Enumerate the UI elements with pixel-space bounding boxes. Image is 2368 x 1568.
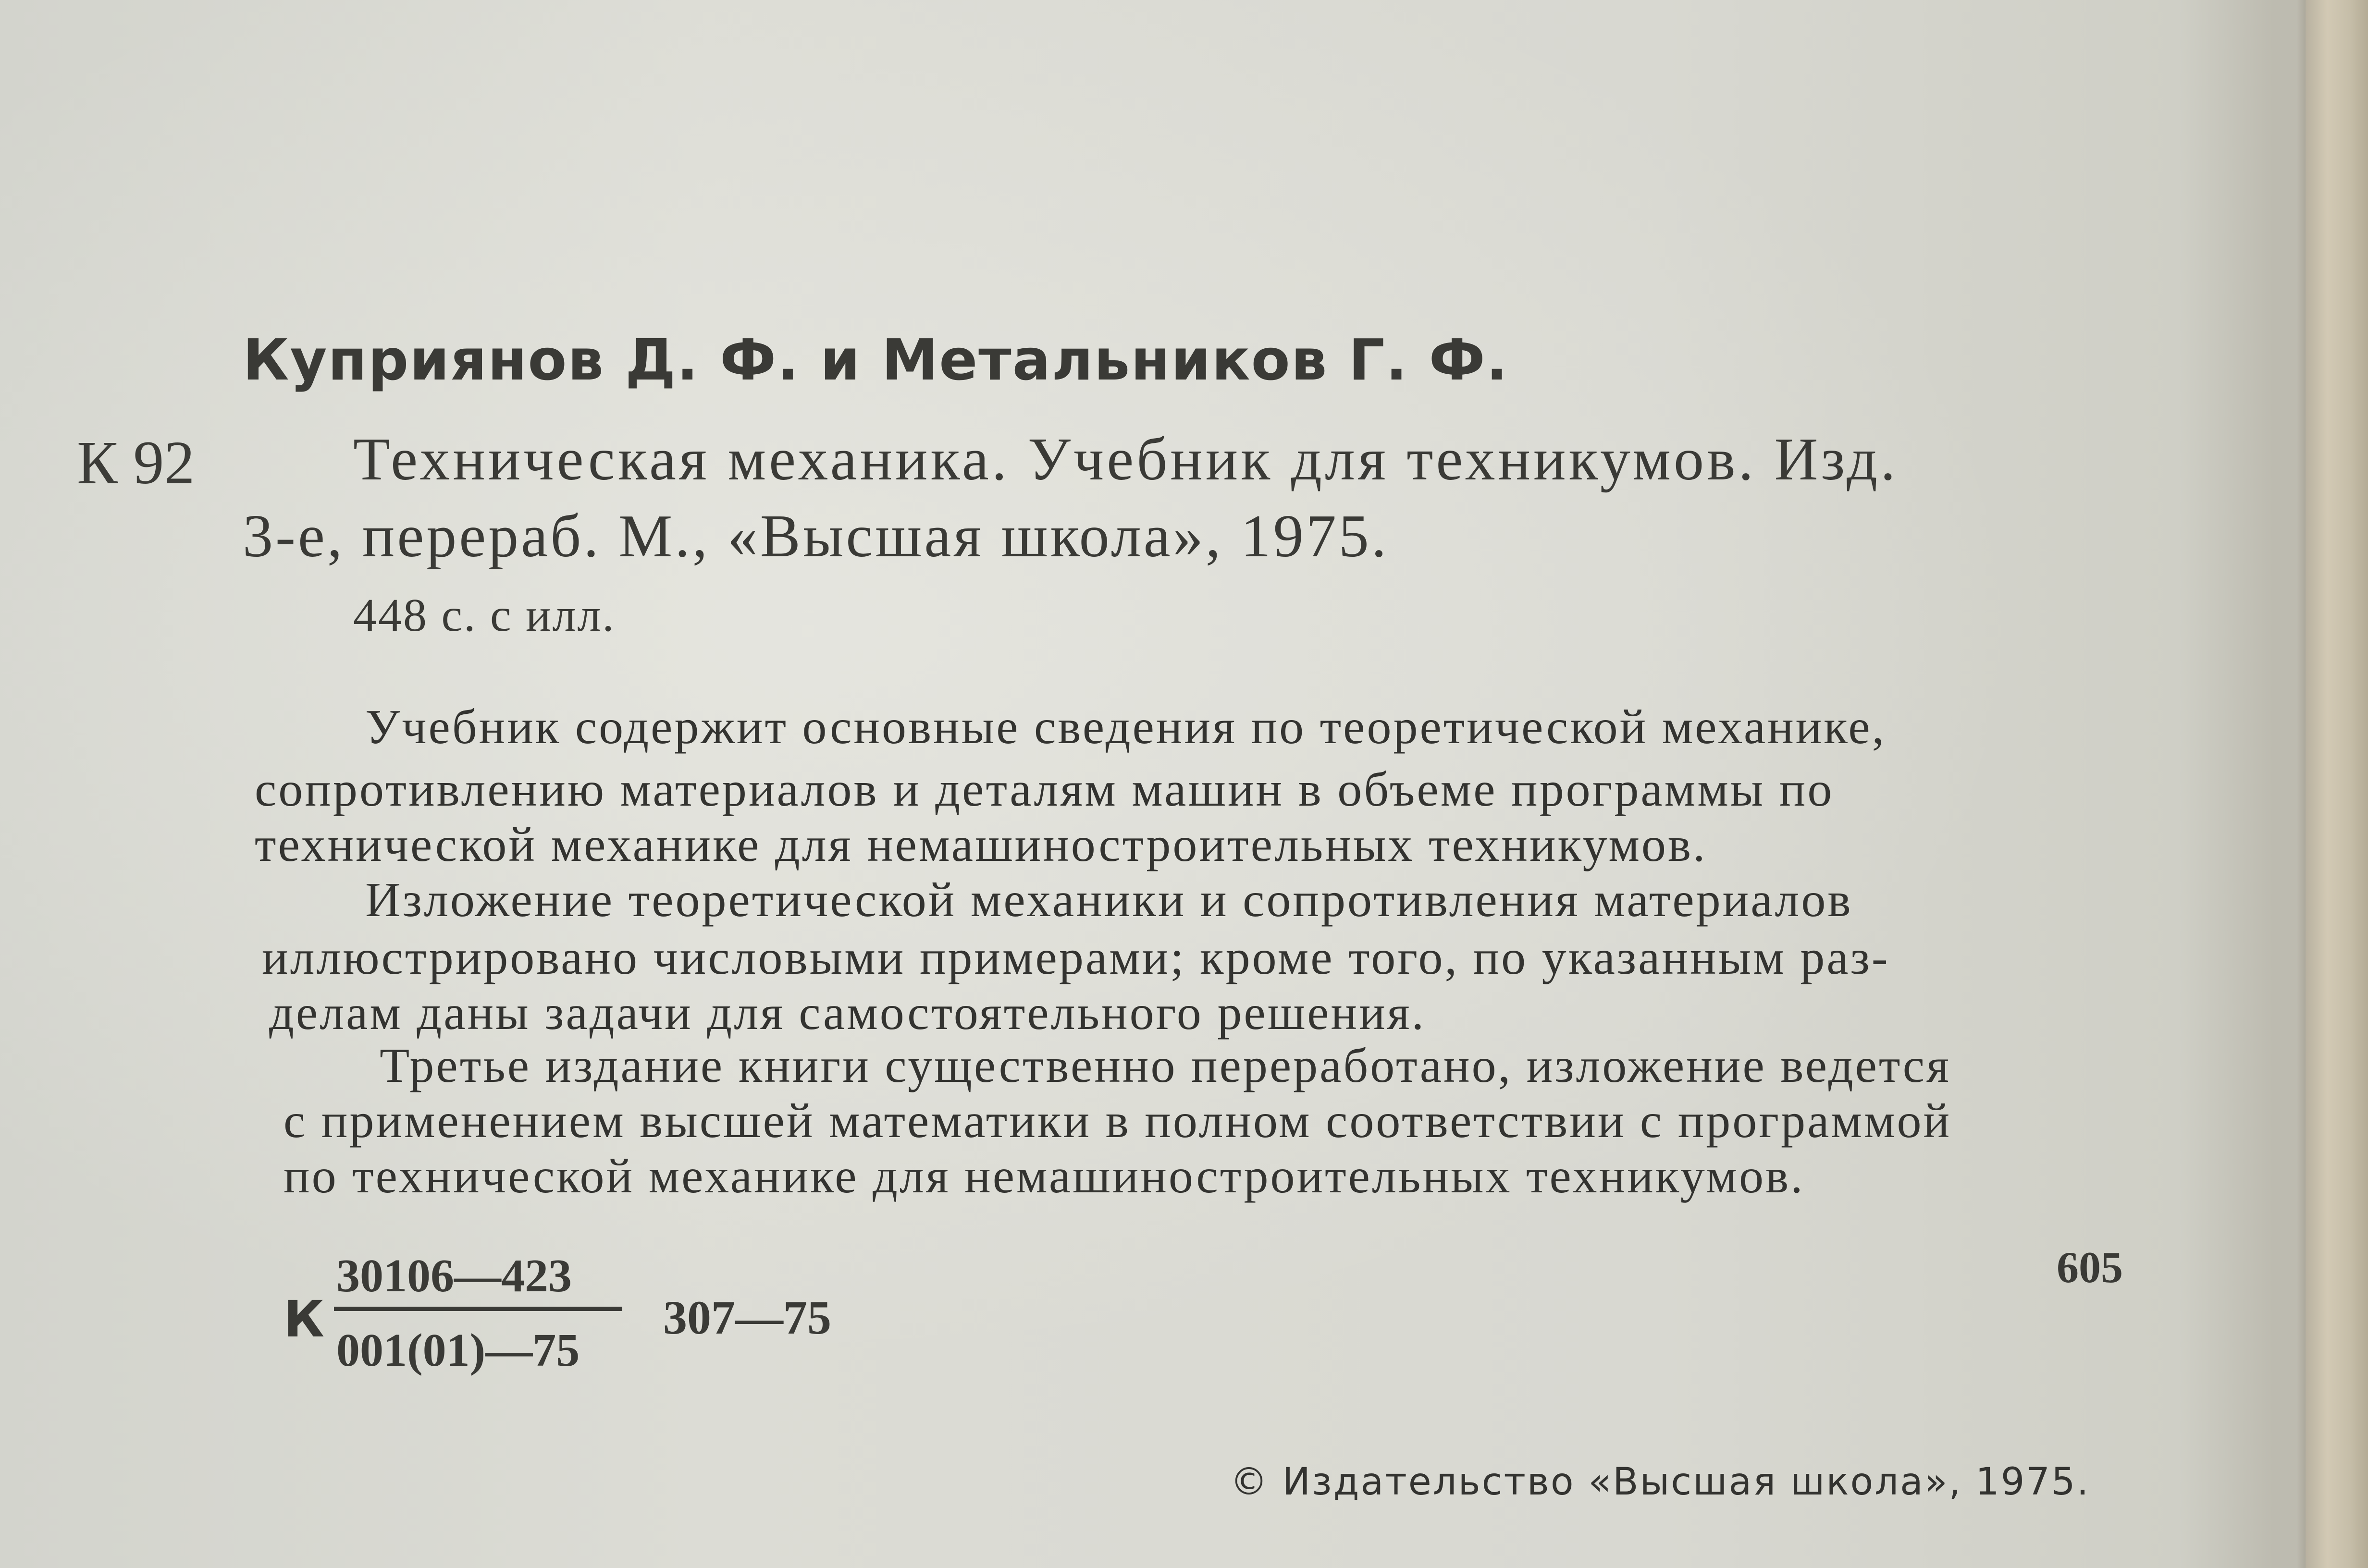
page-count: 448 с. с илл. [353, 589, 616, 641]
abstract-line: делам даны задачи для самостоятельного решения. [269, 986, 1426, 1040]
abstract-line: Учебник содержит основные сведения по теоретической механике, [365, 700, 1887, 754]
fraction-line [334, 1307, 622, 1311]
book-spine [2306, 0, 2368, 1568]
abstract-line: Изложение теоретической механики и сопротивления материалов [365, 873, 1853, 927]
abstract-line: технической механике для немашиностроительных техникумов. [255, 818, 1707, 872]
abstract-line: с применением высшей математики в полном соответствии с программой [284, 1094, 1952, 1148]
index-letter: К [284, 1290, 325, 1348]
index-numerator: 30106—423 [336, 1250, 572, 1302]
abstract-line: Третье издание книги существенно переработано, изложение ведется [380, 1039, 1951, 1093]
abstract-line: по технической механике для немашиностроительных техникумов. [284, 1149, 1805, 1203]
index-code: 307—75 [663, 1291, 831, 1344]
catalog-code: К 92 [77, 429, 195, 497]
index-denominator: 001(01)—75 [336, 1324, 580, 1376]
title-line-2: 3-е, перераб. М., «Высшая школа», 1975. [243, 503, 1389, 570]
page-edge-shadow [2297, 0, 2306, 1568]
abstract-line: сопротивлению материалов и деталям машин в объеме программы по [255, 762, 1834, 817]
copyright-line: © Издательство «Высшая школа», 1975. [1230, 1460, 2090, 1504]
title-line-1: Техническая механика. Учебник для техникумов. Изд. [353, 426, 1899, 493]
authors-line: Куприянов Д. Ф. и Метальников Г. Ф. [243, 327, 1509, 393]
abstract-line: иллюстрировано числовыми примерами; кроме того, по указанным раз- [262, 931, 1890, 985]
udc-number: 605 [2057, 1243, 2123, 1292]
